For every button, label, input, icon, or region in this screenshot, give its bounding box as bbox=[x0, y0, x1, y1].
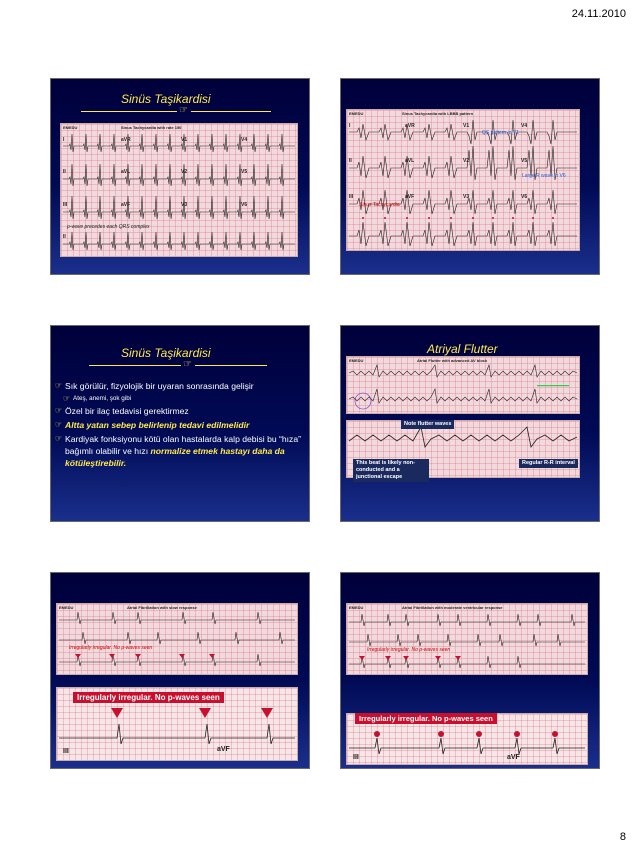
ecg-caption: Sinus Tachycardia with LBBB pattern bbox=[402, 111, 474, 116]
lead-label: II bbox=[349, 158, 352, 164]
slide-5 bbox=[50, 572, 310, 769]
lead-label: V5 bbox=[241, 169, 248, 175]
lead-label: aVR bbox=[121, 137, 131, 143]
ecg-note: p-wave precedes each QRS complex bbox=[67, 224, 150, 230]
lead-label: II bbox=[63, 234, 66, 240]
lead-label: aVL bbox=[121, 169, 131, 175]
bullet-text-highlight: Altta yatan sebep belirlenip tedavi edilmelidir bbox=[65, 420, 250, 430]
lead-label: aVL bbox=[405, 158, 415, 164]
lead-label: V1 bbox=[181, 137, 188, 143]
ecg-trace bbox=[57, 604, 297, 674]
flutter-waves-label: Note flutter waves bbox=[401, 420, 454, 429]
page-number: 8 bbox=[619, 831, 626, 843]
ecg-trace bbox=[347, 357, 579, 413]
bullet-item bbox=[55, 380, 305, 392]
ecg-strip bbox=[56, 603, 298, 675]
lead-label: V6 bbox=[521, 194, 528, 200]
slide-1 bbox=[50, 78, 310, 275]
bullet-item bbox=[55, 433, 305, 469]
lead-label: III bbox=[63, 748, 69, 755]
bullet-hand-icon: ☞ bbox=[55, 434, 63, 443]
lead-label: V3 bbox=[181, 202, 188, 208]
ecg-caption: Atrial Fibrillation with moderate ventricular response bbox=[402, 605, 503, 610]
ecg-annotation-sinus: Sinus Tachycardia bbox=[359, 202, 400, 208]
ecg-annotation: Irregularly irregular. No p-waves seen bbox=[367, 647, 451, 653]
lead-label: III bbox=[353, 754, 359, 761]
page-date: 24.11.2010 bbox=[571, 8, 626, 20]
ecg-trace bbox=[61, 124, 297, 256]
lead-label: V5 bbox=[521, 158, 528, 164]
ecg-strip bbox=[60, 123, 298, 257]
title-rule bbox=[191, 111, 271, 112]
slide-title: Sinüs Taşikardisi bbox=[121, 92, 211, 106]
lead-label: V4 bbox=[521, 123, 528, 129]
lead-label: V4 bbox=[241, 137, 248, 143]
ecg-source: EMEDU bbox=[349, 605, 364, 610]
bullet-text: Sık görülür, fizyolojik bir uyaran sonrasında gelişir bbox=[65, 381, 254, 391]
regular-rr-label: Regular R-R interval bbox=[519, 459, 578, 468]
ecg-trace bbox=[347, 604, 587, 674]
ecg-caption: Atrial Flutter with advanced AV block bbox=[417, 358, 488, 363]
ecg-annotation-qs: QS pattern in V1 bbox=[482, 130, 519, 136]
lead-label: III bbox=[63, 202, 68, 208]
lead-label: V6 bbox=[241, 202, 248, 208]
title-rule bbox=[89, 365, 181, 366]
lead-label: III bbox=[349, 194, 354, 200]
bullet-hand-icon: ☞ bbox=[63, 394, 71, 403]
lead-label: aVF bbox=[405, 194, 415, 200]
hand-pointer-icon: ☞ bbox=[183, 359, 192, 370]
hand-pointer-icon: ☞ bbox=[179, 105, 188, 116]
bullet-item bbox=[55, 394, 305, 403]
slide-title: Atriyal Flutter bbox=[427, 342, 498, 356]
slide-4 bbox=[340, 325, 600, 522]
slide-3 bbox=[50, 325, 310, 522]
lead-label: V2 bbox=[463, 158, 470, 164]
slide-title: Sinüs Taşikardisi bbox=[121, 346, 211, 360]
lead-label: aVR bbox=[405, 123, 415, 129]
afib-big-label: Irregularly irregular. No p-waves seen bbox=[73, 692, 224, 703]
slide-2 bbox=[340, 78, 600, 275]
bullet-item bbox=[55, 405, 305, 417]
bullet-text: Ateş, anemi, şok gibi bbox=[73, 395, 132, 402]
title-rule bbox=[195, 365, 267, 366]
lead-label: aVF bbox=[121, 202, 131, 208]
bullet-text: Özel bir ilaç tedavisi gerektirmez bbox=[65, 406, 189, 416]
lead-label: I bbox=[63, 137, 65, 143]
ecg-strip-zoom bbox=[56, 687, 298, 761]
lead-label: II bbox=[63, 169, 66, 175]
bullet-text-plain: Kardiyak fonksiyonu kötü olan hastalarda kalp debisi bu “hıza” bağımlı olabilir ve hızı bbox=[65, 434, 301, 456]
ecg-source: EMEDU bbox=[63, 125, 78, 130]
lead-label: I bbox=[349, 123, 351, 129]
bullet-item bbox=[55, 419, 305, 431]
ecg-source: EMEDU bbox=[349, 358, 364, 363]
ecg-source: EMEDU bbox=[59, 605, 74, 610]
ecg-caption: Atrial Fibrillation with slow response bbox=[127, 605, 197, 610]
bullet-hand-icon: ☞ bbox=[55, 381, 63, 390]
title-rule bbox=[81, 111, 177, 112]
lead-label: V3 bbox=[463, 194, 470, 200]
ecg-annotation: Irregularly irregular. No p-waves seen bbox=[69, 645, 153, 651]
lead-label: aVF bbox=[217, 746, 230, 753]
lead-label: V1 bbox=[463, 123, 470, 129]
ecg-annotation-r-wave: Large R wave in V6 bbox=[522, 173, 566, 179]
slide-6 bbox=[340, 572, 600, 769]
bullet-list bbox=[55, 378, 305, 469]
bullet-text bbox=[65, 433, 305, 469]
bullet-hand-icon: ☞ bbox=[55, 420, 63, 429]
ecg-source: EMEDU bbox=[349, 111, 364, 116]
lead-label: aVF bbox=[507, 754, 520, 761]
ecg-strip bbox=[346, 603, 588, 675]
bullet-hand-icon: ☞ bbox=[55, 406, 63, 415]
ecg-trace bbox=[347, 110, 579, 250]
ecg-strip bbox=[346, 356, 580, 414]
bullet-text-highlight: normalize etmek hastayı daha da kötüleştirebilir. bbox=[65, 446, 285, 468]
afib-big-label: Irregularly irregular. No p-waves seen bbox=[355, 713, 497, 724]
lead-label: V2 bbox=[181, 169, 188, 175]
ecg-caption: Sinus Tachycardia with rate 150 bbox=[121, 125, 182, 130]
ecg-strip bbox=[346, 109, 580, 251]
junctional-beat-label: This beat is likely non-conducted and a junctional escape bbox=[353, 459, 429, 482]
